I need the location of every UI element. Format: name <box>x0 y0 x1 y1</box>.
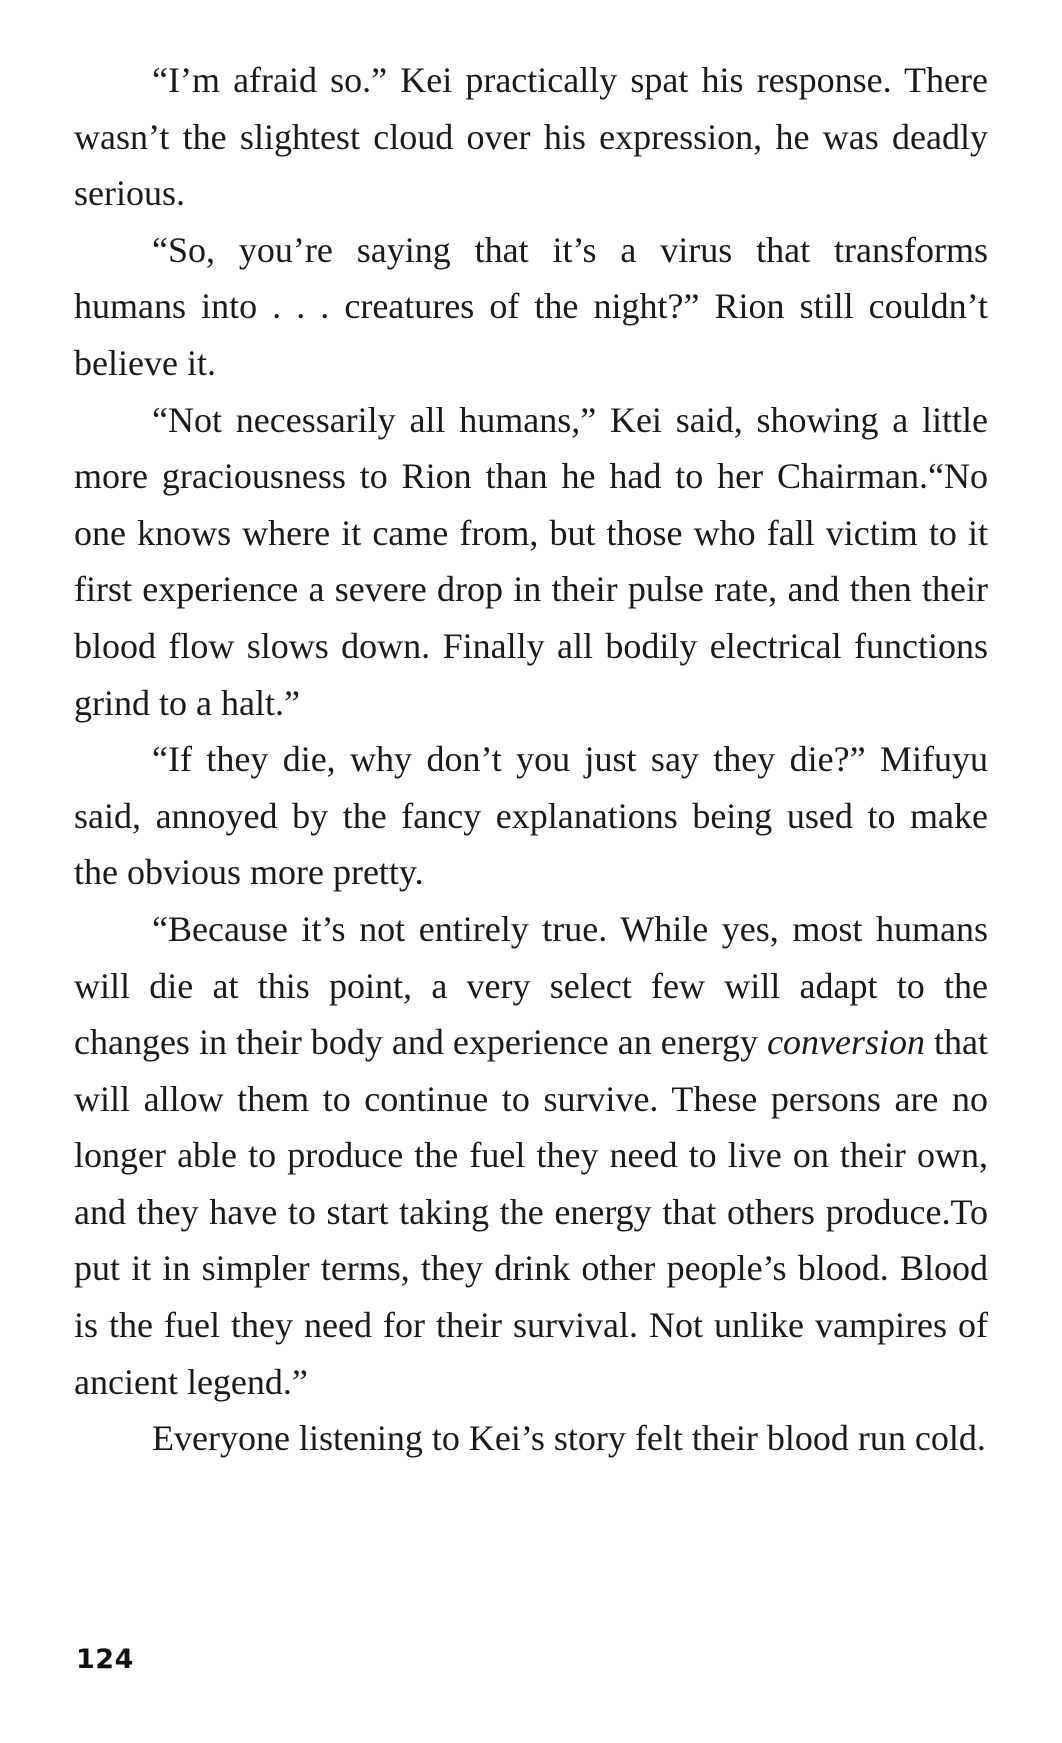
paragraph-6: Everyone listening to Kei’s story felt their blood run cold. <box>152 1418 986 1459</box>
paragraph-5-after: that will allow them to continue to survive. These persons are no longer able to produce the fuel they need to live on their own, and they have to start taking the energy that others produce.To put it in simpler terms, they drink other people’s blood. Blood is the fuel they need for their survival. Not unlike vampires of ancient legend.” <box>74 1022 989 1402</box>
paragraph-1: “I’m afraid so.” Kei practically spat his response. There wasn’t the slightest cloud over his expression, he was deadly serious. <box>74 60 988 214</box>
page-number: 124 <box>76 1644 134 1675</box>
paragraph-3: “Not necessarily all humans,” Kei said, showing a little more graciousness to Rion than he had to her Chairman.“No one knows where it came from, but those who fall victim to it first experience a severe drop in their pulse rate, and then their blood flow slows down. Finally all bodily electrical functions grind to a halt.” <box>74 399 988 723</box>
paragraph-2: “So, you’re saying that it’s a virus that transforms humans into . . . creatures of the night?” Rion still couldn’t believe it. <box>74 229 988 383</box>
paragraph-4: “If they die, why don’t you just say they die?” Mifuyu said, annoyed by the fancy explanations being used to make the obvious more pretty. <box>74 739 988 893</box>
paragraph-5 <box>74 901 988 1410</box>
emphasis-conversion: conversion <box>767 1022 926 1063</box>
paragraph-5-before: “Because it’s not entirely true. While yes, most humans will die at this point, a very select few will adapt to the changes in their body and experience an energy <box>74 908 988 1063</box>
book-page-text <box>74 52 988 1467</box>
